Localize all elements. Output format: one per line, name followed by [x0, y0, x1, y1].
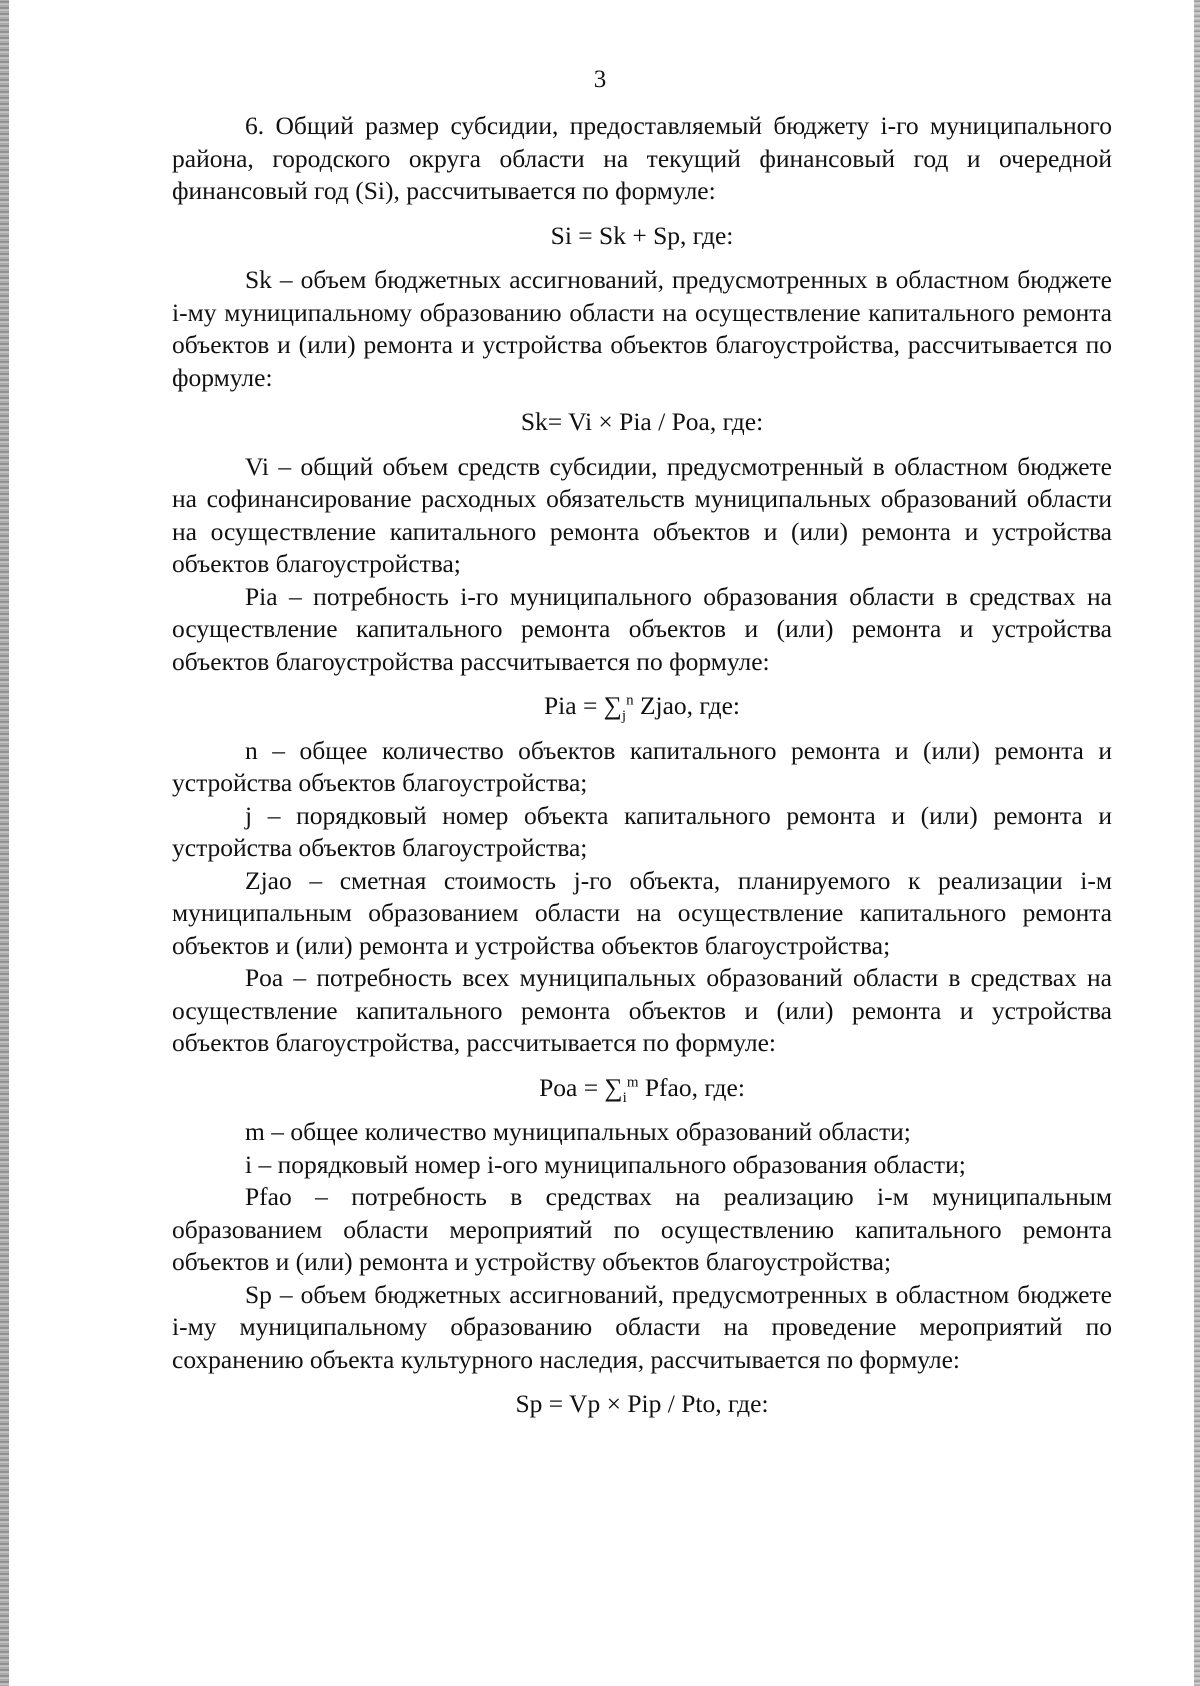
paragraph-pfao-definition: Pfao – потребность в средствах на реализацию i-м муниципальным образованием области мероприятий по осуществлению капитального ремонта объектов и (или) ремонта и устройству объектов благоустройства;: [172, 1182, 1112, 1276]
paragraph-n-definition: n – общее количество объектов капитального ремонта и (или) ремонта и устройства объектов благоустройства;: [172, 735, 1112, 797]
scan-edge-right: [1194, 0, 1200, 1686]
paragraph-sp-definition: Sp – объем бюджетных ассигнований, предусмотренных в областном бюджете i-му муниципальному образованию области на проведение мероприятий по сохранению объекта культурного наследия, рассчитывается по формуле:: [172, 1279, 1112, 1374]
paragraph-zjao-definition: Zjao – сметная стоимость j-го объекта, планируемого к реализации i-м муниципальным образованием области на осуществление капитального ремонта объектов и (или) ремонта и устройства объектов благоустройства;: [172, 865, 1112, 960]
formula-si: Si = Sk + Sp, где:: [550, 220, 734, 250]
formula-sk: Sk= Vi × Pia / Poa, где:: [520, 407, 764, 436]
formula-pia-right: Zjao, где:: [633, 691, 740, 720]
sum-symbol: $\sum_i^m$: [604, 1072, 639, 1106]
formula-poa: [172, 1072, 1112, 1105]
sum-symbol: $\sum_j^n$: [603, 691, 634, 725]
formula-pia: [172, 690, 1112, 723]
paragraph-j-definition: j – порядковый номер объекта капитального ремонта и (или) ремонта и устройства объектов благоустройства;: [172, 800, 1112, 862]
paragraph-i-definition: i – порядковый номер i-ого муниципального образования области;: [245, 1149, 966, 1179]
document-body: [172, 110, 1112, 1433]
paragraph-poa-definition: Poa – потребность всех муниципальных образований области в средствах на осуществление капитального ремонта объектов и (или) ремонта и устройства объектов благоустройства, рассчитывается по формуле:: [172, 963, 1112, 1057]
paragraph-sk-definition: Sk – объем бюджетных ассигнований, предусмотренных в областном бюджете i-му муниципальному образованию области на осуществление капитального ремонта объектов и (или) ремонта и устройства объектов благоустройства, рассчитывается по формуле:: [172, 265, 1112, 392]
formula-poa-left: Poa =: [539, 1072, 605, 1102]
formula-poa-right: Pfao, где:: [638, 1072, 745, 1102]
formula-sp: Sp = Vp × Pip / Pto, где:: [515, 1389, 769, 1418]
paragraph-total-subsidy: 6. Общий размер субсидии, предоставляемый бюджету i-го муниципального района, городского округа области на текущий финансовый год и очередной финансовый год (Si), рассчитывается по формуле:: [172, 111, 1112, 205]
page-number: 3: [593, 66, 607, 93]
sum-upper-index: n: [626, 692, 634, 709]
scan-edge-left: [0, 0, 9, 1686]
paragraph-vi-definition: Vi – общий объем средств субсидии, предусмотренный в областном бюджете на софинансирование расходных обязательств муниципальных образований области на осуществление капитального ремонта объектов и (или) ремонта и устройства объектов благоустройства;: [172, 451, 1112, 578]
formula-pia-left: Pia =: [544, 691, 604, 720]
paragraph-m-definition: m – общее количество муниципальных образований области;: [245, 1117, 911, 1146]
paragraph-pia-definition: Pia – потребность i-го муниципального образования области в средствах на осуществление капитального ремонта объектов и (или) ремонта и устройства объектов благоустройства рассчитывается по формуле:: [172, 581, 1112, 676]
sum-lower-index: i: [622, 1089, 627, 1106]
sum-lower-index: j: [621, 708, 627, 725]
sum-upper-index: m: [626, 1074, 639, 1090]
